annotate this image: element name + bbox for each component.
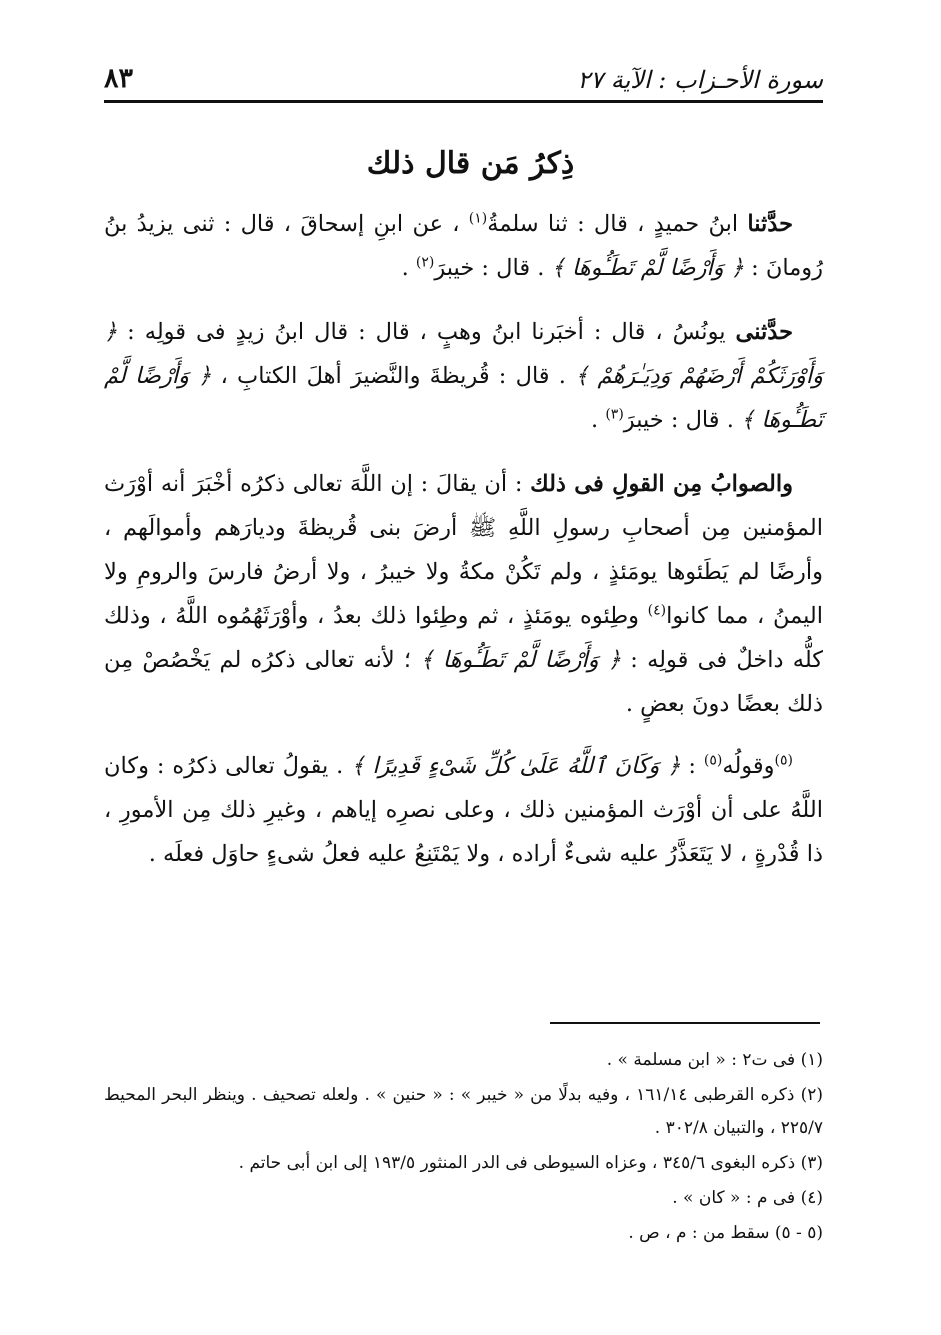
footnote-ref: (٢) [415, 254, 435, 271]
main-text [104, 202, 823, 896]
paragraph-2 [104, 310, 823, 442]
quran-quote: ﴿ وَأَوْرَثَكُمْ أَرْضَهُمْ وَدِيَـٰرَهُمْ ﴾ [104, 319, 823, 389]
paragraph-text: وقولُه [722, 753, 775, 779]
footnote-ref: (٤) [647, 602, 667, 619]
running-header [104, 52, 823, 103]
footnote-item: (١) فى ت٢ : « ابن مسلمة » . [606, 1050, 823, 1070]
paragraph-3 [104, 462, 823, 726]
quran-quote: ﴿ وَأَرْضًا لَّمْ تَطَـُٔوهَا ﴾ [104, 363, 823, 433]
paragraph-lead: حدَّثنى [735, 319, 793, 345]
paragraph-1 [104, 202, 823, 290]
paragraph-text: : [680, 753, 704, 779]
footnotes [104, 1044, 823, 1252]
paragraph-text: يونُسُ ، قال : أخبَرنا ابنُ وهبٍ ، قال : قال ابنُ زيدٍ فى قولِه : [117, 319, 736, 345]
paragraph-text: . [401, 255, 416, 281]
paragraph-text: . [591, 407, 606, 433]
footnote-ref: (٥) [774, 752, 794, 769]
paragraph-text: ابنُ حميدٍ ، قال : ثنا سلمةُ [487, 211, 748, 237]
paragraph-lead: والصوابُ مِن القولِ فى ذلك [530, 471, 794, 497]
footnote-item: (٤) فى م : « كان » . [672, 1188, 823, 1208]
paragraph-text: . يقولُ تعالى ذكرُه : وكان اللَّهُ على أن أوْرَث المؤمنين ذلك ، وعلى نصرِه إياهم ، وغيرِ ذلك مِن الأمورِ ، ذا قُدْرةٍ ، لا يَتَعَذَّرُ عليه شىءٌ أراده ، ولا يَمْتَنِعُ عليه فعلُ شىءٍ حاوَل فعلَه . [104, 753, 823, 867]
paragraph-text: ، عن ابنِ إسحاقَ ، قال : ثنى يزيدُ بنُ رُومانَ : [104, 211, 823, 281]
paragraph-text: . قال : خيبرَ [434, 255, 552, 281]
paragraph-text: . قال : خيبرَ [623, 407, 741, 433]
quran-quote: ﴿ وَأَرْضًا لَّمْ تَطَـُٔوهَا ﴾ [551, 255, 744, 281]
paragraph-text: وطِئوه يومَئذٍ ، ثم وطِئوا ذلك بعدُ ، وأوْرَثَهُمُوه اللَّهُ ، وذلك كلُّه داخلٌ فى قولِه : [104, 603, 824, 673]
section-title: ذِكرُ مَن قال ذلك [366, 146, 575, 181]
footnote-ref: (٥) [703, 752, 723, 769]
footnote-item: (٢) ذكره القرطبى ١٦١/١٤ ، وفيه بدلًا من « خيبر » : « حنين » . ولعله تصحيف . وينظر البحر المحيط ٢٢٥/٧ ، والتبيان ٣٠٢/٨ . [104, 1085, 823, 1138]
paragraph-text: : أن يقالَ : إن اللَّهَ تعالى ذكرُه أخْبَرَ أنه أوْرَث المؤمنين مِن أصحابِ رسولِ اللَّهِ ﷺ أرضَ بنى قُريظةَ وديارَهم وأموالَهم ، وأرضًا لم يَطَئوها يومَئذٍ ، ولم تَكُنْ مكةُ ولا خيبرُ ، ولا أرضُ فارسَ والرومِ ولا اليمنُ ، مما كانوا [104, 471, 823, 629]
paragraph-text: ؛ لأنه تعالى ذكرُه لم يَخْصُصْ مِن ذلك بعضًا دونَ بعضٍ . [104, 647, 823, 717]
footnote-ref: (١) [468, 210, 488, 227]
header-title: سورة الأحـزاب : الآية ٢٧ [577, 66, 823, 94]
paragraph-text: . قال : قُريظةَ والنَّضيرَ أهلَ الكتابِ ، [211, 363, 576, 389]
footnote-item: (٣) ذكره البغوى ٣٤٥/٦ ، وعزاه السيوطى فى الدر المنثور ١٩٣/٥ إلى ابن أبى حاتم . [238, 1153, 823, 1173]
footnote-ref: (٣) [605, 406, 624, 423]
paragraph-lead: حدَّثنا [747, 211, 793, 237]
footnote-item: (٥ - ٥) سقط من : م ، ص . [628, 1223, 823, 1243]
footnote-divider [550, 1022, 820, 1024]
quran-quote: ﴿ وَأَرْضًا لَّمْ تَطَـُٔوهَا ﴾ [420, 647, 622, 673]
paragraph-4 [104, 744, 823, 876]
page-number: ٨٣ [104, 63, 134, 94]
quran-quote: ﴿ وَكَانَ ٱللَّهُ عَلَىٰ كُلِّ شَىْءٍ قَدِيرًا ﴾ [351, 753, 681, 779]
